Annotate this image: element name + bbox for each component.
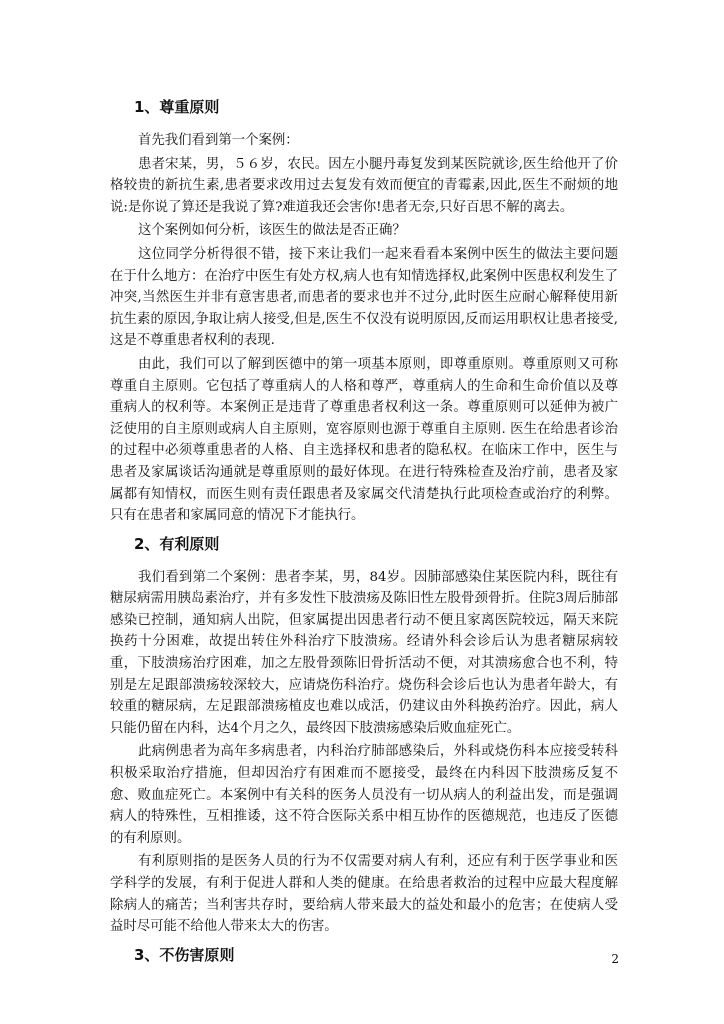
document-body [110,96,618,978]
paragraph: 首先我们看到第一个案例： [138,133,299,148]
paragraph: 这个案例如何分析，该医生的做法是否正确？ [138,223,406,239]
paragraph: 此病例患者为高年多病患者，内科治疗肺部感染后，外科或烧伤科本应接受转科积极采取治疗措施，但却因治疗有困难而不愿接受，最终在内科因下肢溃疡反复不愈、败血症死亡。本案例中有关科的医务人员没有一切从病人的利益出发，而是强调病人的特殊性，互相推诿，这不符合医际关系中相互协作的医德规范，也违反了医德的有利原则。 [110,744,618,846]
paragraph: 我们看到第二个案例：患者李某，男，84岁。因肺部感染住某医院内科，既往有糖尿病需用胰岛素治疗，并有多发性下肢溃疡及陈旧性左股骨颈骨折。住院3周后肺部感染已控制，通知病人出院，但家属提出因患者行动不便且家离医院较远，隔天来院换药十分困难，故提出转住外科治疗下肢溃疡。经请外科会诊后认为患者糖尿病较重，下肢溃疡治疗困难，加之左股骨颈陈旧骨折活动不便，对其溃疡愈合也不利，特别是左足跟部溃疡较深较大，应请烧伤科治疗。烧伤科会诊后也认为患者年龄大，有较重的糖尿病，左足跟部溃疡植皮也难以成活，仍建议由外科换药治疗。因此，病人只能仍留在内科，达4个月之久，最终因下肢溃疡感染后败血症死亡。 [110,569,618,736]
section-heading-beneficence: 2、有利原则 [134,534,220,553]
paragraph: 这位同学分析得很不错，接下来让我们一起来看看本案例中医生的做法主要问题在于什么地方：在治疗中医生有处方权,病人也有知情选择权,此案例中医患权利发生了冲突,当然医生并非有意害患者,而患者的要求也并不过分,此时医生应耐心解释使用新抗生素的原因,争取让病人接受,但是,医生不仅没有说明原因,反而运用职权让患者接受,这是不尊重患者权利的表现. [110,246,618,349]
section-heading-respect: 1、尊重原则 [134,98,220,116]
paragraph: 患者宋某，男，５６岁，农民。因左小腿丹毒复发到某医院就诊,医生给他开了价格较贵的新抗生素,患者要求改用过去复发有效而便宜的青霉素,因此,医生不耐烦的地说:是你说了算还是我说了算?难道我还会害你!患者无奈,只好百思不解的离去。 [110,156,618,215]
paragraph: 由此，我们可以了解到医德中的第一项基本原则，即尊重原则。尊重原则又可称尊重自主原则。它包括了尊重病人的人格和尊严，尊重病人的生命和生命价值以及尊重病人的权利等。本案例正是违背了尊重患者权利这一条。尊重原则可以延伸为被广泛使用的自主原则或病人自主原则，宽容原则也源于尊重自主原则. 医生在给患者诊治的过程中必须尊重患者的人格、自主选择权和患者的隐私权。在临床工作中，医生与患者及家属谈话沟通就是尊重原则的最好体现。在进行特殊检查及治疗前，患者及家属都有知情权，而医生则有责任跟患者及家属交代清楚执行此项检查或治疗的利弊。只有在患者和家属同意的情况下才能执行。 [110,356,618,524]
section-heading-nonmaleficence: 3、不伤害原则 [134,945,235,964]
paragraph: 有利原则指的是医务人员的行为不仅需要对病人有利，还应有利于医学事业和医学科学的发展，有利于促进人群和人类的健康。在给患者救治的过程中应最大程度解除病人的痛苦；当利害共存时，要给病人带来最大的益处和最小的危害；在使病人受益时尽可能不给他人带来太大的伤害。 [110,854,618,935]
page-number: 2 [611,952,619,966]
